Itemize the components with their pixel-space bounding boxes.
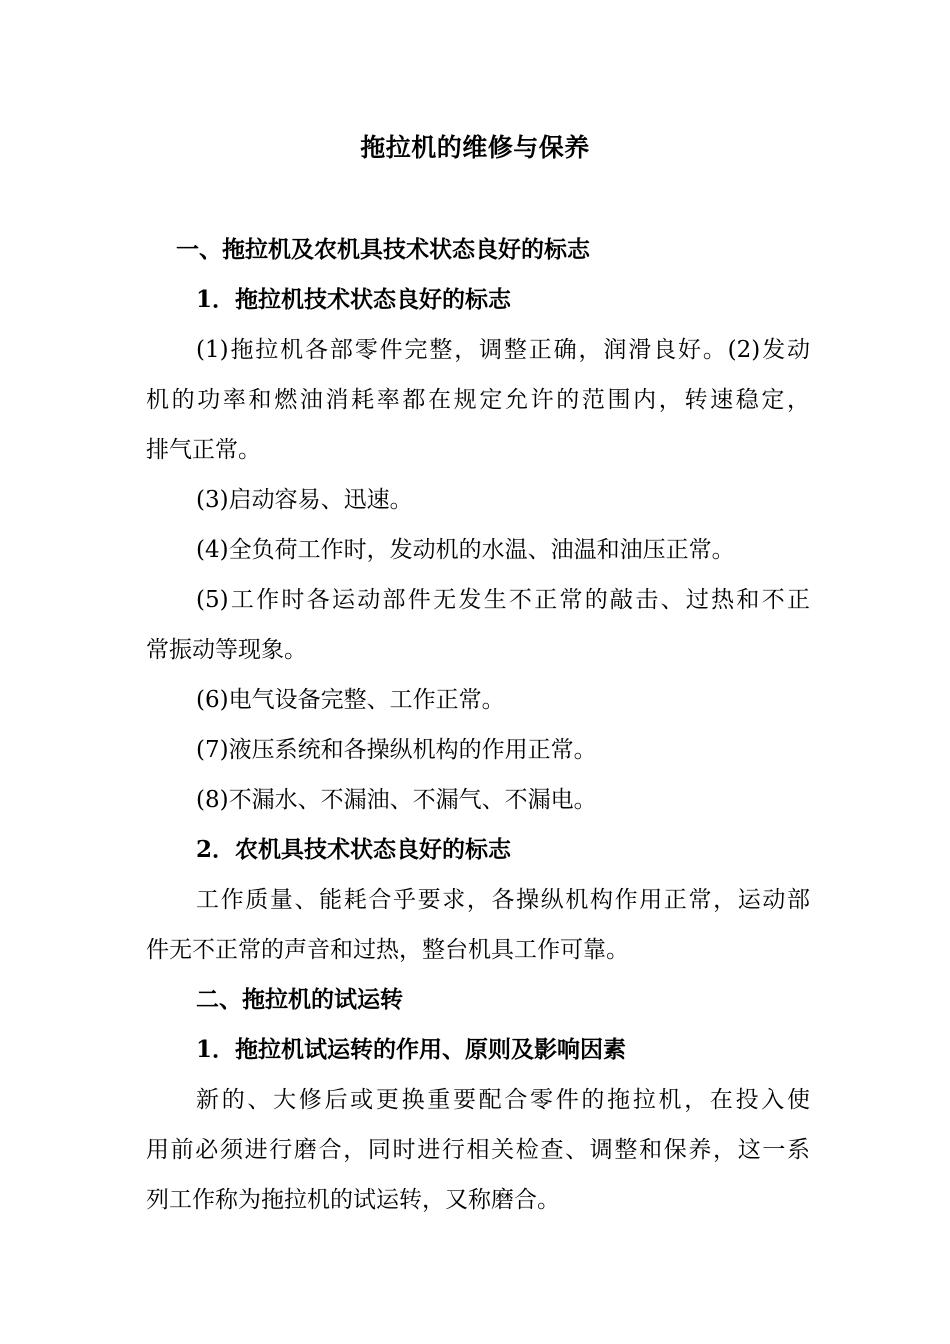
section-heading: 二、拖拉机的试运转 <box>196 986 403 1013</box>
subsection-heading: 1．拖拉机技术状态良好的标志 <box>196 286 512 313</box>
paragraph-line: 列工作称为拖拉机的试运转，又称磨合。 <box>146 1187 560 1213</box>
paragraph-line: 常振动等现象。 <box>146 637 307 663</box>
subsection-heading: 1．拖拉机试运转的作用、原则及影响因素 <box>196 1036 627 1063</box>
paragraph-line: (6)电气设备完整、工作正常。 <box>196 687 505 713</box>
subsection-heading: 2．农机具技术状态良好的标志 <box>196 836 512 863</box>
paragraph-line: 件无不正常的声音和过热，整台机具工作可靠。 <box>146 937 629 963</box>
paragraph-line: (5)工作时各运动部件无发生不正常的敲击、过热和不正 <box>196 587 810 613</box>
paragraph-line: (3)启动容易、迅速。 <box>196 487 413 513</box>
paragraph-line: 工作质量、能耗合乎要求，各操纵机构作用正常，运动部 <box>196 887 810 913</box>
paragraph-line: 排气正常。 <box>146 437 261 463</box>
document-title: 拖拉机的维修与保养 <box>360 133 590 162</box>
section-heading: 一、拖拉机及农机具技术状态良好的标志 <box>176 236 590 263</box>
document-body <box>146 228 810 1228</box>
paragraph-line: (8)不漏水、不漏油、不漏气、不漏电。 <box>196 787 597 813</box>
paragraph-line: (1)拖拉机各部零件完整，调整正确，润滑良好。(2)发动 <box>196 337 810 363</box>
paragraph-line: 新的、大修后或更换重要配合零件的拖拉机，在投入使 <box>196 1087 810 1113</box>
paragraph-line: (7)液压系统和各操纵机构的作用正常。 <box>196 737 597 763</box>
paragraph-line: (4)全负荷工作时，发动机的水温、油温和油压正常。 <box>196 537 735 563</box>
paragraph-line: 机的功率和燃油消耗率都在规定允许的范围内，转速稳定， <box>146 387 810 413</box>
paragraph-line: 用前必须进行磨合，同时进行相关检查、调整和保养，这一系 <box>146 1137 810 1163</box>
